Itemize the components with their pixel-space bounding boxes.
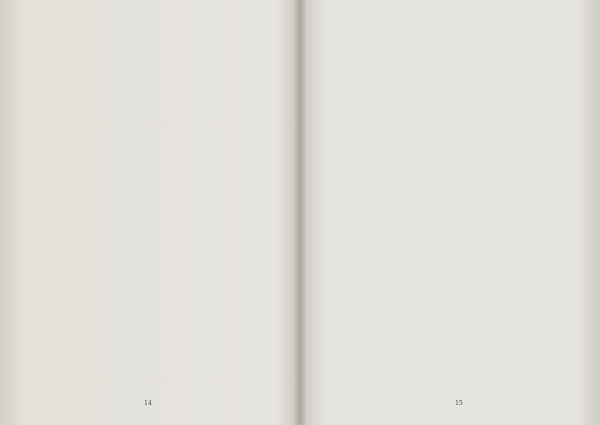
page-number-right: 15: [455, 400, 463, 407]
left-page-text: [10, 2, 286, 394]
page-number-left: 14: [144, 400, 152, 407]
left-page: [0, 0, 296, 425]
right-page: [304, 0, 600, 425]
right-page-text: [314, 2, 590, 394]
